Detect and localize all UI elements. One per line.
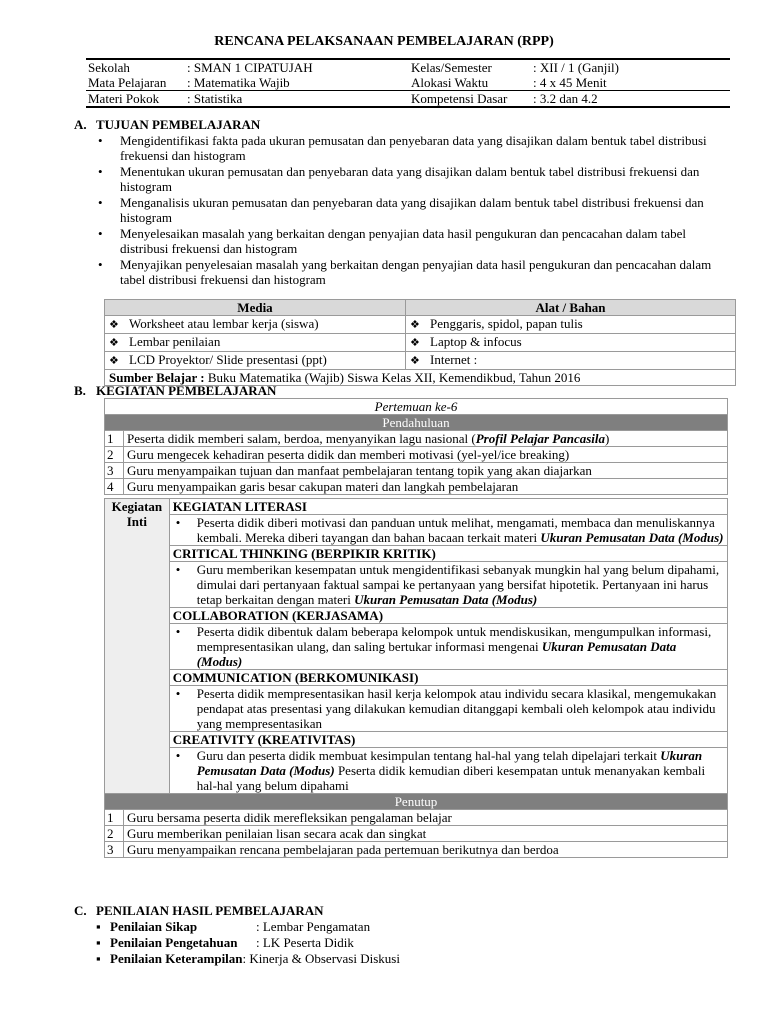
activity-heading: CREATIVITY (KREATIVITAS) [169,732,727,748]
header-value: : Statistika [185,91,409,108]
section-number: C. [74,903,87,918]
activity-body: • Peserta didik dibentuk dalam beberapa kelompok untuk mendiskusikan, mengumpulkan informasi, mempresentasikan ulang, dan saling bertukar informasi mengenai Ukuran Pemusatan Data (Modus) [169,624,727,670]
diamond-bullet-icon: ❖ [410,337,420,349]
section-title: PENILAIAN HASIL PEMBELAJARAN [96,903,324,918]
activities-table [104,398,728,858]
activity-body: • Guru dan peserta didik membuat kesimpulan tentang hal-hal yang telah dipelajari terkait Ukuran Pemusatan Data (Modus) Peserta didik kemudian diberi kesempatan untuk menanyakan kembali hal-hal yang belum dipahami [169,748,727,794]
activity-heading: KEGIATAN LITERASI [169,499,727,515]
table-row: 3 Guru menyampaikan rencana pembelajaran pada pertemuan berikutnya dan berdoa [105,842,728,858]
column-header: Media [105,300,406,316]
header-value: : 3.2 dan 4.2 [531,91,730,108]
list-item: • Menentukan ukuran pemusatan dan penyebaran data yang disajikan dalam bentuk tabel distribusi frekuensi dan histogram [96,164,736,194]
objectives-list [96,133,736,288]
activity-heading: COLLABORATION (KERJASAMA) [169,608,727,624]
diamond-bullet-icon: ❖ [410,319,420,331]
table-cell: Guru menyampaikan rencana pembelajaran pada pertemuan berikutnya dan berdoa [124,842,728,858]
section-a-heading [74,117,260,132]
kegiatan-inti-label: Kegiatan Inti [105,499,170,794]
table-row [105,499,728,515]
list-item: • Menyelesaikan masalah yang berkaitan dengan penyajian data hasil pengukuran dan pencacahan dalam tabel distribusi frekuensi dan histogram [96,226,736,256]
activity-heading: COMMUNICATION (BERKOMUNIKASI) [169,670,727,686]
section-title: TUJUAN PEMBELAJARAN [96,117,261,132]
assessment-list [96,919,400,967]
list-item: • Menyajikan penyelesaian masalah yang berkaitan dengan penyajian data hasil pengukuran dan pencacahan dalam tabel distribusi frekuensi dan histogram [96,257,736,287]
header-label: Sekolah [86,59,185,75]
section-number: A. [74,117,87,132]
header-value: : Matematika Wajib [187,75,290,90]
activity-body: • Guru memberikan kesempatan untuk mengidentifikasi sebanyak mungkin hal yang belum dipahami, dimulai dari pertanyaan faktual sampai ke pertanyaan yang bersifat hipotetik. Pertanyaan ini harus tetap berkaitan dengan materi Ukuran Pemusatan Data (Modus) [169,562,727,608]
document-title: RENCANA PELAKSANAAN PEMBELAJARAN (RPP) [214,34,554,49]
table-cell: ❖ Penggaris, spidol, papan tulis [406,316,736,334]
table-row: 1 Peserta didik memberi salam, berdoa, menyanyikan lagu nasional (Profil Pelajar Pancasila) [105,431,728,447]
table-cell: ❖ Lembar penilaian [105,334,406,352]
table-row [105,334,736,352]
table-cell: Guru menyampaikan garis besar cakupan materi dan langkah pembelajaran [124,479,728,495]
table-cell: Peserta didik memberi salam, berdoa, menyanyikan lagu nasional (Profil Pelajar Pancasila) [124,431,728,447]
header-label: Kompetensi Dasar [409,91,531,108]
table-cell: ❖ LCD Proyektor/ Slide presentasi (ppt) [105,352,406,370]
pendahuluan-header: Pendahuluan [105,415,728,431]
table-row: 2 Guru memberikan penilaian lisan secara acak dan singkat [105,826,728,842]
header-label: Alokasi Waktu [411,75,489,90]
list-item: • Mengidentifikasi fakta pada ukuran pemusatan dan penyebaran data yang disajikan dalam bentuk tabel distribusi frekuensi dan histogram [96,133,736,163]
penutup-header: Penutup [105,794,728,810]
header-row [86,91,730,108]
diamond-bullet-icon: ❖ [109,355,119,367]
header-value: : SMAN 1 CIPATUJAH [185,59,409,75]
activity-body: • Peserta didik mempresentasikan hasil kerja kelompok atau individu secara klasikal, mengemukakan pendapat atas presentasi yang dilakukan kemudian ditanggapi kembali oleh kelompok atau individu yang mempresentasikan [169,686,727,732]
diamond-bullet-icon: ❖ [109,319,119,331]
table-row: 1 Guru bersama peserta didik merefleksikan pengalaman belajar [105,810,728,826]
header-row [86,59,730,75]
list-item: ▪ Penilaian Keterampilan: Kinerja & Observasi Diskusi [96,951,400,967]
media-table [104,299,736,386]
table-row: 4 Guru menyampaikan garis besar cakupan materi dan langkah pembelajaran [105,479,728,495]
table-cell: Guru menyampaikan tujuan dan manfaat pembelajaran tentang topik yang akan diajarkan [124,463,728,479]
section-number: B. [74,383,86,398]
header-value: : XII / 1 (Ganjil) [531,59,730,75]
table-row [105,316,736,334]
section-title: KEGIATAN PEMBELAJARAN [96,383,277,398]
table-cell: Guru mengecek kehadiran peserta didik dan memberi motivasi (yel-yel/ice breaking) [124,447,728,463]
header-label: Materi Pokok [86,91,185,108]
table-row [105,352,736,370]
column-header: Alat / Bahan [406,300,736,316]
diamond-bullet-icon: ❖ [410,355,420,367]
header-value: : 4 x 45 Menit [533,75,607,90]
table-cell: ❖ Laptop & infocus [406,334,736,352]
activity-body: • Peserta didik diberi motivasi dan panduan untuk melihat, mengamati, membaca dan menuliskannya kembali. Mereka diberi tayangan dan bahan bacaan terkait materi Ukuran Pemusatan Data (Modus) [169,515,727,546]
table-row: 3 Guru menyampaikan tujuan dan manfaat pembelajaran tentang topik yang akan diajarkan [105,463,728,479]
activity-heading: CRITICAL THINKING (BERPIKIR KRITIK) [169,546,727,562]
section-b-heading [74,383,276,398]
list-item: ▪ Penilaian Pengetahuan : LK Peserta Didik [96,935,400,951]
header-info-table [86,58,730,108]
header-label: Kelas/Semester [409,59,531,75]
list-item: ▪ Penilaian Sikap : Lembar Pengamatan [96,919,400,935]
table-cell: Guru bersama peserta didik merefleksikan pengalaman belajar [124,810,728,826]
sumber-belajar: Sumber Belajar : Buku Matematika (Wajib) Siswa Kelas XII, Kemendikbud, Tahun 2016 [105,370,736,386]
header-label: Mata Pelajaran [88,75,167,90]
pertemuan-label: Pertemuan ke-6 [105,399,728,415]
table-row: 2 Guru mengecek kehadiran peserta didik dan memberi motivasi (yel-yel/ice breaking) [105,447,728,463]
section-c-heading [74,903,324,918]
table-cell: Guru memberikan penilaian lisan secara acak dan singkat [124,826,728,842]
table-cell: ❖ Worksheet atau lembar kerja (siswa) [105,316,406,334]
table-cell: ❖ Internet : [406,352,736,370]
diamond-bullet-icon: ❖ [109,337,119,349]
header-row [86,75,730,91]
list-item: • Menganalisis ukuran pemusatan dan penyebaran data yang disajikan dalam bentuk tabel distribusi frekuensi dan histogram [96,195,736,225]
